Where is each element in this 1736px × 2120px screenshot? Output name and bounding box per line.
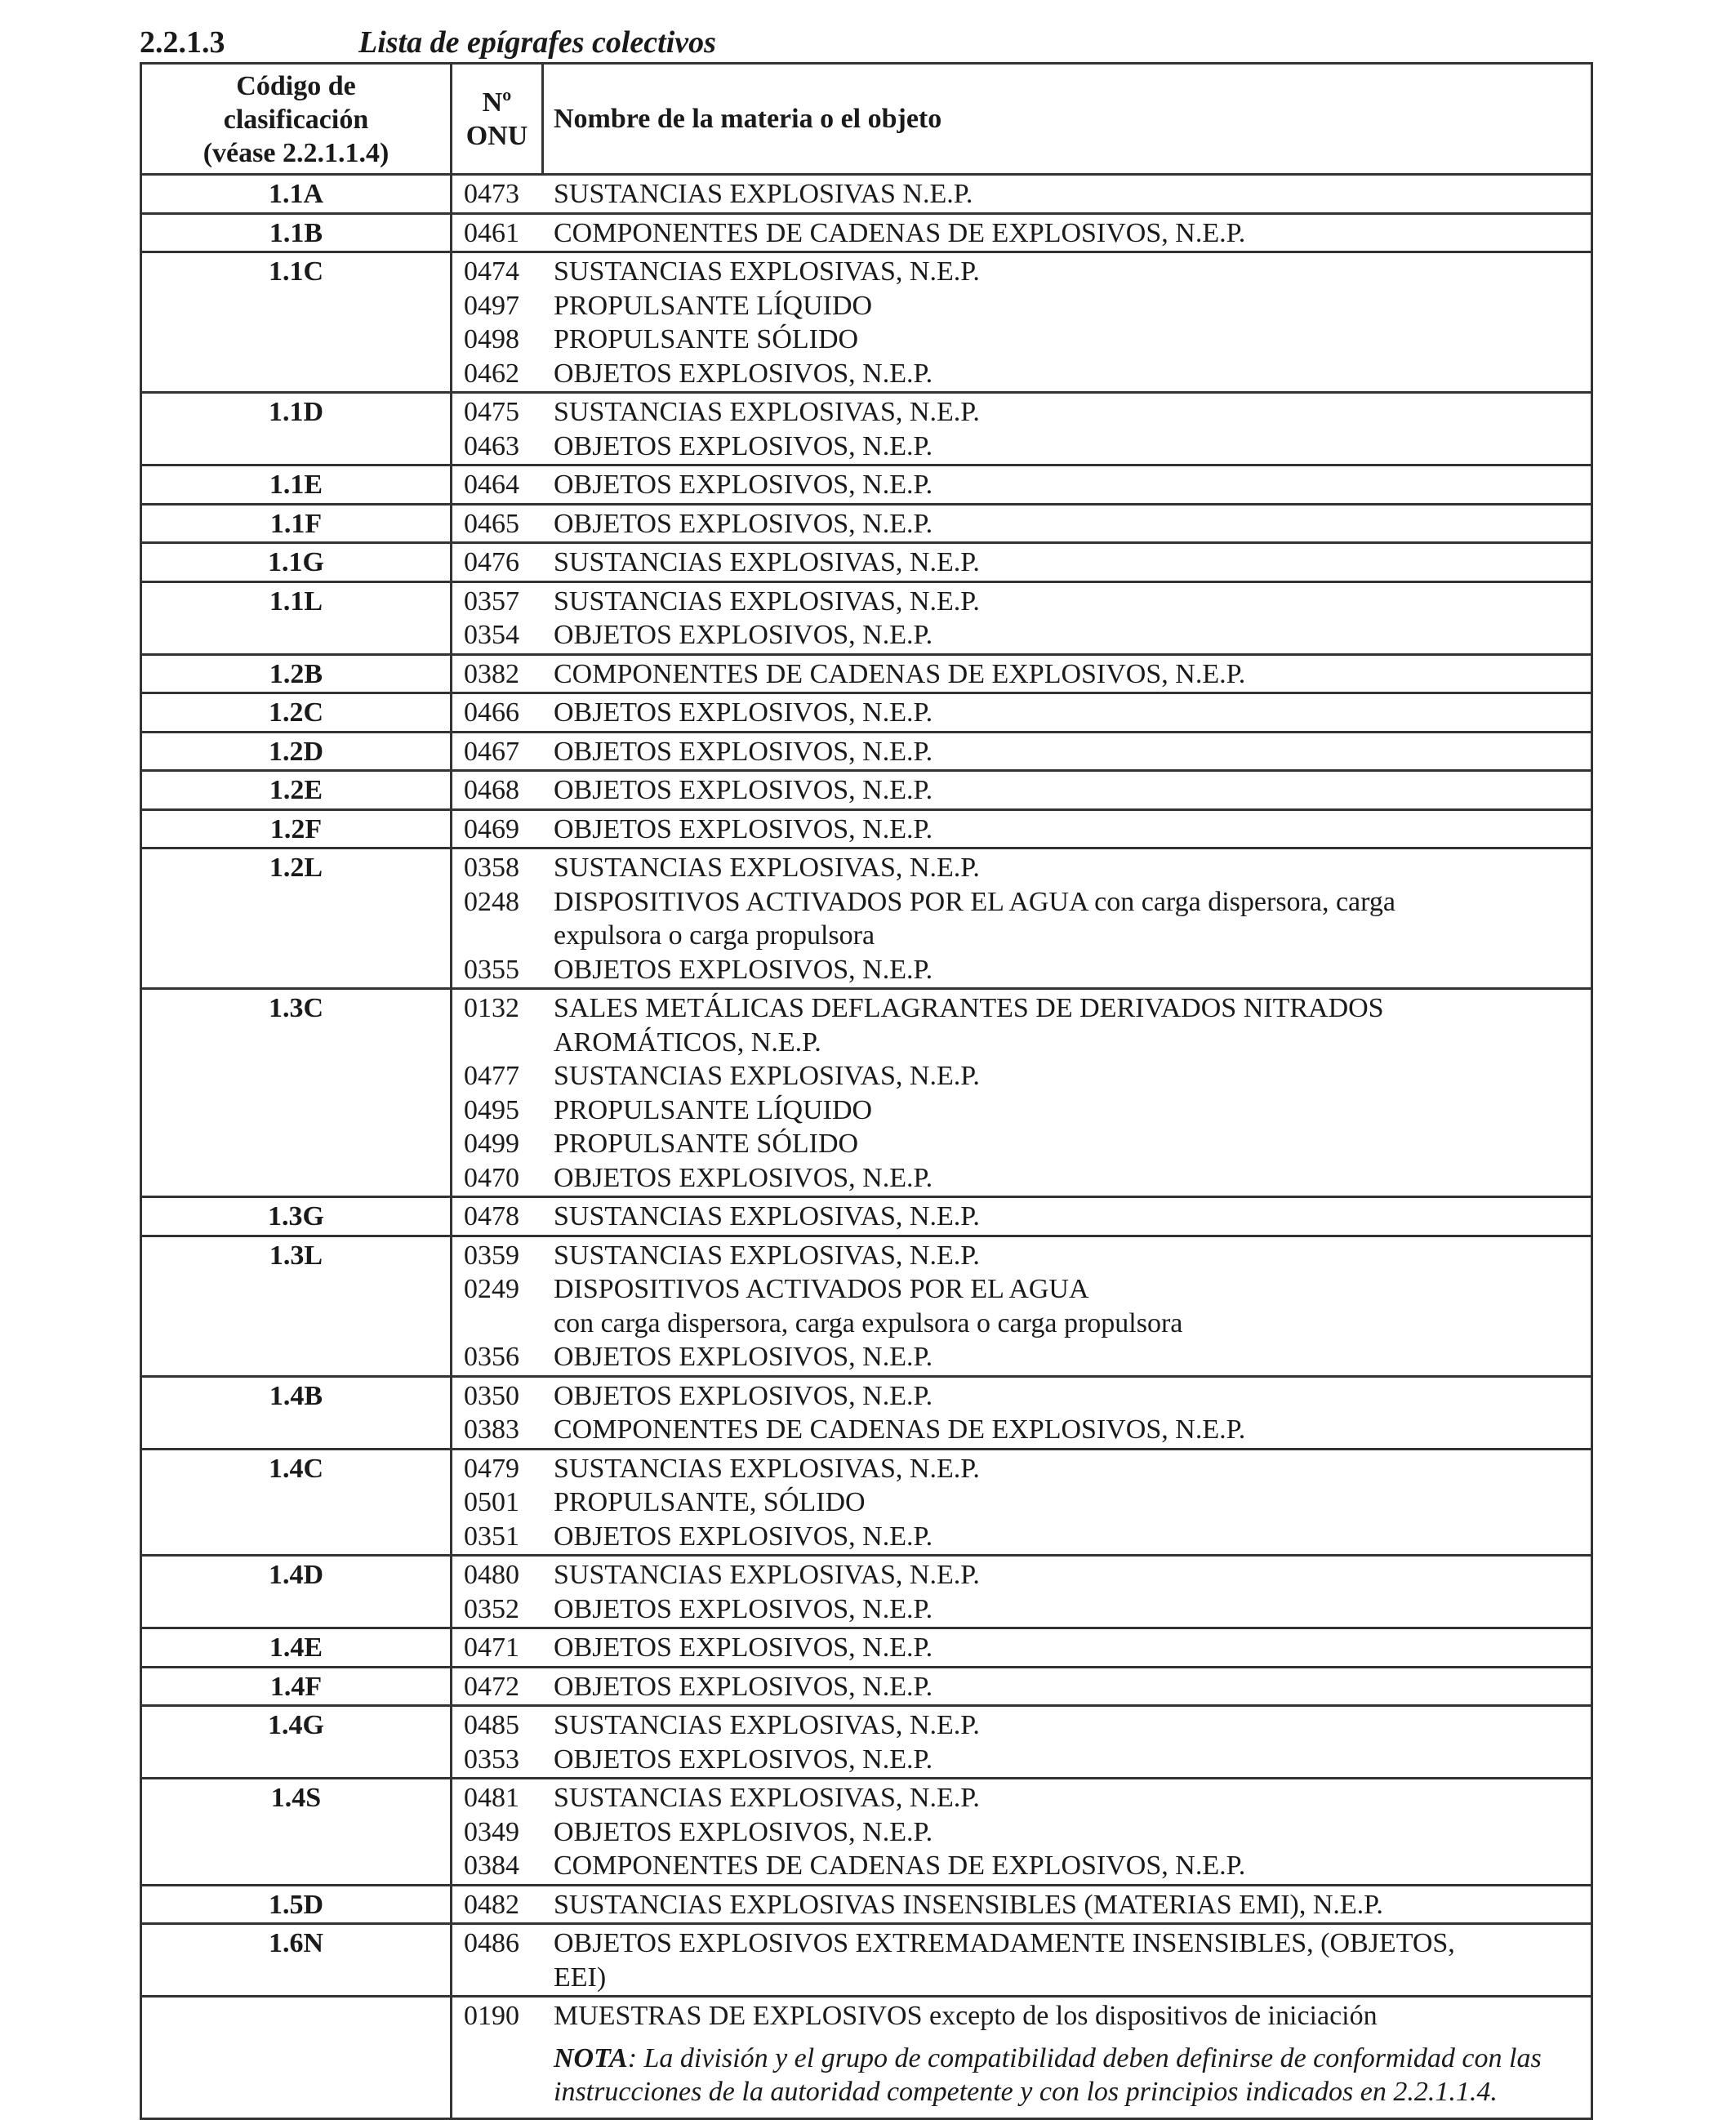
row-entries <box>452 1706 1592 1779</box>
entry <box>464 1485 1587 1520</box>
un-number: 0248 <box>464 886 519 917</box>
section-heading <box>140 23 716 62</box>
substance-name <box>554 1340 1587 1374</box>
header-onu-line: Nº <box>482 87 512 118</box>
substance-name <box>554 1708 1587 1743</box>
table-row <box>141 465 1592 505</box>
un-number: 0355 <box>464 954 519 985</box>
entry <box>464 885 1587 953</box>
substance-name <box>554 773 1587 808</box>
substance-name <box>554 618 1587 652</box>
entry <box>464 1815 1587 1850</box>
substance-name-line: OBJETOS EXPLOSIVOS, N.E.P. <box>554 1744 933 1775</box>
substance-name-line: SUSTANCIAS EXPLOSIVAS, N.E.P. <box>554 1240 980 1271</box>
substance-name <box>554 1059 1587 1093</box>
classification-code: 1.1E <box>141 465 452 505</box>
substance-name-line: SUSTANCIAS EXPLOSIVAS, N.E.P. <box>554 397 980 427</box>
entry <box>464 1127 1587 1161</box>
table-row <box>141 654 1592 693</box>
row-entries <box>452 1236 1592 1376</box>
classification-code: 1.6N <box>141 1924 452 1997</box>
un-number: 0190 <box>464 2001 519 2031</box>
substance-name <box>554 323 1587 357</box>
row-entries <box>452 1667 1592 1706</box>
substance-name-line: SUSTANCIAS EXPLOSIVAS, N.E.P. <box>554 256 980 287</box>
table-row <box>141 1885 1592 1924</box>
entry <box>464 1379 1587 1414</box>
entry <box>464 585 1587 619</box>
un-number: 0464 <box>464 470 519 500</box>
entry <box>464 468 1587 502</box>
un-number: 0467 <box>464 736 519 767</box>
entry <box>464 851 1587 885</box>
un-number: 0482 <box>464 1889 519 1920</box>
un-number: 0499 <box>464 1129 519 1159</box>
substance-name-line: OBJETOS EXPLOSIVOS, N.E.P. <box>554 697 933 728</box>
table-body <box>141 175 1592 2119</box>
table-row <box>141 1449 1592 1556</box>
un-number: 0461 <box>464 217 519 248</box>
collective-entries-table <box>140 62 1593 2120</box>
substance-name-line: AROMÁTICOS, N.E.P. <box>554 1027 821 1058</box>
section-title: Lista de epígrafes colectivos <box>358 25 716 60</box>
un-number: 0471 <box>464 1632 519 1663</box>
row-entries <box>452 1997 1592 2119</box>
entry <box>464 507 1587 541</box>
row-entries <box>452 1197 1592 1236</box>
substance-name <box>554 1093 1587 1128</box>
substance-name-line: OBJETOS EXPLOSIVOS, N.E.P. <box>554 1632 933 1663</box>
table-row <box>141 581 1592 654</box>
substance-name-line: OBJETOS EXPLOSIVOS, N.E.P. <box>554 1816 933 1847</box>
substance-name <box>554 1239 1587 1273</box>
substance-name-line: SUSTANCIAS EXPLOSIVAS INSENSIBLES (MATERIAS EMI), N.E.P. <box>554 1889 1383 1920</box>
row-entries <box>452 543 1592 582</box>
un-number: 0357 <box>464 586 519 617</box>
un-number: 0474 <box>464 256 519 287</box>
un-number: 0465 <box>464 508 519 539</box>
substance-name-line: SUSTANCIAS EXPLOSIVAS, N.E.P. <box>554 586 980 617</box>
table-row <box>141 1667 1592 1706</box>
substance-name <box>554 1849 1587 1883</box>
entry <box>464 657 1587 692</box>
substance-name <box>554 1631 1587 1665</box>
substance-name-line: PROPULSANTE SÓLIDO <box>554 1129 859 1159</box>
un-number: 0481 <box>464 1783 519 1813</box>
row-entries <box>452 732 1592 771</box>
classification-code: 1.4D <box>141 1556 452 1628</box>
row-entries <box>452 654 1592 693</box>
substance-name-line: OBJETOS EXPLOSIVOS, N.E.P. <box>554 954 933 985</box>
substance-name <box>554 1670 1587 1704</box>
un-number: 0497 <box>464 290 519 321</box>
entry <box>464 1926 1587 1994</box>
classification-code: 1.1G <box>141 543 452 582</box>
substance-name <box>554 1413 1587 1447</box>
table-row <box>141 1376 1592 1449</box>
classification-code: 1.3L <box>141 1236 452 1376</box>
substance-name <box>554 1161 1587 1196</box>
header-code-line: clasificación <box>223 105 369 135</box>
substance-name-line: COMPONENTES DE CADENAS DE EXPLOSIVOS, N.E.P. <box>554 658 1246 689</box>
un-number: 0350 <box>464 1380 519 1411</box>
section-number: 2.2.1.3 <box>140 25 225 60</box>
substance-name-line: OBJETOS EXPLOSIVOS, N.E.P. <box>554 1342 933 1372</box>
table-row <box>141 543 1592 582</box>
classification-code: 1.1D <box>141 393 452 465</box>
un-number: 0463 <box>464 430 519 461</box>
entry <box>464 357 1587 391</box>
un-number: 0383 <box>464 1414 519 1445</box>
entry <box>464 1059 1587 1093</box>
entry <box>464 1592 1587 1627</box>
entry <box>464 1161 1587 1196</box>
substance-name <box>554 1926 1587 1994</box>
table-row <box>141 693 1592 733</box>
substance-name <box>554 289 1587 323</box>
entry <box>464 1849 1587 1883</box>
row-entries <box>452 1628 1592 1668</box>
entry <box>464 1670 1587 1704</box>
header-onu-line: ONU <box>465 120 528 151</box>
un-number: 0249 <box>464 1274 519 1304</box>
substance-name <box>554 1781 1587 1815</box>
un-number: 0478 <box>464 1201 519 1231</box>
row-entries <box>452 504 1592 543</box>
entry <box>464 430 1587 464</box>
table-row <box>141 848 1592 989</box>
table-row <box>141 732 1592 771</box>
substance-name <box>554 430 1587 464</box>
classification-code: 1.4S <box>141 1779 452 1886</box>
row-entries <box>452 175 1592 214</box>
row-entries <box>452 848 1592 989</box>
substance-name-line: SUSTANCIAS EXPLOSIVAS, N.E.P. <box>554 1453 980 1484</box>
row-entries <box>452 581 1592 654</box>
entry <box>464 1520 1587 1554</box>
substance-name <box>554 851 1587 885</box>
classification-code: 1.1L <box>141 581 452 654</box>
entry <box>464 1558 1587 1592</box>
header-un-number <box>452 64 543 175</box>
un-number: 0354 <box>464 620 519 650</box>
row-entries <box>452 1556 1592 1628</box>
substance-name-line: DISPOSITIVOS ACTIVADOS POR EL AGUA con carga dispersora, carga <box>554 886 1395 917</box>
substance-name-line: SUSTANCIAS EXPLOSIVAS, N.E.P. <box>554 1560 980 1590</box>
un-number: 0359 <box>464 1240 519 1271</box>
substance-name <box>554 991 1587 1059</box>
un-number: 0470 <box>464 1162 519 1193</box>
row-entries <box>452 693 1592 733</box>
substance-name-line: PROPULSANTE SÓLIDO <box>554 324 859 354</box>
substance-name <box>554 1815 1587 1850</box>
substance-name <box>554 1888 1587 1922</box>
un-number: 0469 <box>464 813 519 844</box>
substance-name-line: SALES METÁLICAS DEFLAGRANTES DE DERIVADOS NITRADOS <box>554 993 1384 1023</box>
substance-name <box>554 1743 1587 1777</box>
substance-name <box>554 357 1587 391</box>
header-code-line: Código de <box>236 71 356 101</box>
table-row <box>141 1236 1592 1376</box>
substance-name-line: PROPULSANTE, SÓLIDO <box>554 1487 866 1517</box>
entry <box>464 323 1587 357</box>
un-number: 0472 <box>464 1671 519 1702</box>
substance-name <box>554 1592 1587 1627</box>
substance-name <box>554 696 1587 730</box>
entry <box>464 1999 1587 2033</box>
classification-code: 1.4G <box>141 1706 452 1779</box>
un-number: 0349 <box>464 1816 519 1847</box>
row-entries <box>452 1779 1592 1886</box>
substance-name <box>554 1558 1587 1592</box>
substance-name-line: OBJETOS EXPLOSIVOS EXTREMADAMENTE INSENSIBLES, (OBJETOS, <box>554 1928 1455 1958</box>
entry <box>464 1888 1587 1922</box>
un-number: 0352 <box>464 1593 519 1624</box>
un-number: 0480 <box>464 1560 519 1590</box>
substance-name <box>554 1379 1587 1414</box>
un-number: 0495 <box>464 1094 519 1125</box>
entry <box>464 177 1587 212</box>
entry <box>464 216 1587 251</box>
substance-name <box>554 1200 1587 1234</box>
row-entries <box>452 393 1592 465</box>
table-row <box>141 809 1592 848</box>
table-row <box>141 175 1592 214</box>
substance-name-line: OBJETOS EXPLOSIVOS, N.E.P. <box>554 508 933 539</box>
substance-name-line: OBJETOS EXPLOSIVOS, N.E.P. <box>554 1671 933 1702</box>
entry <box>464 1413 1587 1447</box>
note-label: NOTA <box>554 2042 628 2073</box>
substance-name-line: OBJETOS EXPLOSIVOS, N.E.P. <box>554 1162 933 1193</box>
substance-name-line: OBJETOS EXPLOSIVOS, N.E.P. <box>554 1521 933 1552</box>
table-row <box>141 213 1592 252</box>
substance-name-line: SUSTANCIAS EXPLOSIVAS, N.E.P. <box>554 1201 980 1231</box>
header-classification-code <box>141 64 452 175</box>
substance-name-line: OBJETOS EXPLOSIVOS, N.E.P. <box>554 470 933 500</box>
classification-code: 1.2L <box>141 848 452 989</box>
substance-name <box>554 585 1587 619</box>
substance-name-line: SUSTANCIAS EXPLOSIVAS, N.E.P. <box>554 1783 980 1813</box>
substance-name-line: PROPULSANTE LÍQUIDO <box>554 1094 873 1125</box>
substance-name-line: OBJETOS EXPLOSIVOS, N.E.P. <box>554 813 933 844</box>
classification-code: 1.3G <box>141 1197 452 1236</box>
substance-name <box>554 546 1587 580</box>
un-number: 0468 <box>464 775 519 805</box>
un-number: 0356 <box>464 1342 519 1372</box>
classification-code: 1.1A <box>141 175 452 214</box>
table-row <box>141 771 1592 810</box>
substance-name <box>554 1520 1587 1554</box>
un-number: 0358 <box>464 853 519 883</box>
entry <box>464 991 1587 1059</box>
row-entries <box>452 1885 1592 1924</box>
substance-name <box>554 885 1587 953</box>
substance-name <box>554 735 1587 769</box>
classification-code: 1.4E <box>141 1628 452 1668</box>
substance-name-line: OBJETOS EXPLOSIVOS, N.E.P. <box>554 430 933 461</box>
substance-name-line: COMPONENTES DE CADENAS DE EXPLOSIVOS, N.E.P. <box>554 1414 1246 1445</box>
entry <box>464 395 1587 430</box>
classification-code: 1.1F <box>141 504 452 543</box>
substance-name <box>554 255 1587 289</box>
note-line <box>554 2042 1587 2076</box>
un-number: 0479 <box>464 1453 519 1484</box>
un-number: 0353 <box>464 1744 519 1775</box>
entry <box>464 1452 1587 1486</box>
substance-name <box>554 1485 1587 1520</box>
substance-name-line: COMPONENTES DE CADENAS DE EXPLOSIVOS, N.E.P. <box>554 1851 1246 1881</box>
classification-code: 1.4F <box>141 1667 452 1706</box>
substance-name-line: EEI) <box>554 1962 607 1993</box>
un-number: 0462 <box>464 358 519 389</box>
table-row <box>141 1997 1592 2119</box>
entry <box>464 1272 1587 1340</box>
row-entries <box>452 809 1592 848</box>
classification-code: 1.2E <box>141 771 452 810</box>
classification-code: 1.1C <box>141 252 452 393</box>
substance-name-line: PROPULSANTE LÍQUIDO <box>554 290 873 321</box>
substance-name <box>554 177 1587 212</box>
entry <box>464 1781 1587 1815</box>
substance-name-line: OBJETOS EXPLOSIVOS, N.E.P. <box>554 1380 933 1411</box>
substance-name-line: con carga dispersora, carga expulsora o carga propulsora <box>554 1307 1183 1338</box>
table-row <box>141 393 1592 465</box>
substance-name <box>554 657 1587 692</box>
substance-name <box>554 468 1587 502</box>
table-row <box>141 1556 1592 1628</box>
entry <box>464 618 1587 652</box>
un-number: 0485 <box>464 1710 519 1740</box>
substance-name <box>554 1999 1587 2033</box>
substance-name-line: COMPONENTES DE CADENAS DE EXPLOSIVOS, N.E.P. <box>554 217 1246 248</box>
substance-name-line: OBJETOS EXPLOSIVOS, N.E.P. <box>554 736 933 767</box>
substance-name <box>554 216 1587 251</box>
un-number: 0498 <box>464 324 519 354</box>
substance-name-line: SUSTANCIAS EXPLOSIVAS N.E.P. <box>554 179 973 209</box>
un-number: 0475 <box>464 397 519 427</box>
table-row <box>141 1706 1592 1779</box>
un-number: 0384 <box>464 1851 519 1881</box>
un-number: 0382 <box>464 658 519 689</box>
table-row <box>141 1628 1592 1668</box>
table-row <box>141 1197 1592 1236</box>
substance-name <box>554 953 1587 987</box>
entry <box>464 1631 1587 1665</box>
un-number: 0466 <box>464 697 519 728</box>
entry <box>464 1239 1587 1273</box>
entry <box>464 1093 1587 1128</box>
substance-name-line: SUSTANCIAS EXPLOSIVAS, N.E.P. <box>554 1061 980 1091</box>
un-number: 0473 <box>464 179 519 209</box>
row-entries <box>452 989 1592 1197</box>
substance-name-line: OBJETOS EXPLOSIVOS, N.E.P. <box>554 620 933 650</box>
table-row <box>141 1924 1592 1997</box>
classification-code: 1.4B <box>141 1376 452 1449</box>
substance-name <box>554 1127 1587 1161</box>
entry <box>464 1743 1587 1777</box>
classification-code: 1.2C <box>141 693 452 733</box>
entry <box>464 696 1587 730</box>
substance-name-line: OBJETOS EXPLOSIVOS, N.E.P. <box>554 1593 933 1624</box>
substance-name-line: SUSTANCIAS EXPLOSIVAS, N.E.P. <box>554 853 980 883</box>
row-entries <box>452 1376 1592 1449</box>
un-number: 0351 <box>464 1521 519 1552</box>
table-row <box>141 989 1592 1197</box>
entry <box>464 1340 1587 1374</box>
classification-code: 1.3C <box>141 989 452 1197</box>
classification-code: 1.5D <box>141 1885 452 1924</box>
entry <box>464 1708 1587 1743</box>
substance-name <box>554 1272 1587 1340</box>
table-row <box>141 252 1592 393</box>
entry <box>464 953 1587 987</box>
note <box>554 2042 1587 2109</box>
entry <box>464 773 1587 808</box>
classification-code: 1.2B <box>141 654 452 693</box>
substance-name-line: DISPOSITIVOS ACTIVADOS POR EL AGUA <box>554 1274 1089 1304</box>
substance-name-line: SUSTANCIAS EXPLOSIVAS, N.E.P. <box>554 1710 980 1740</box>
header-substance-name: Nombre de la materia o el objeto <box>543 64 1592 175</box>
row-entries <box>452 213 1592 252</box>
entry <box>464 813 1587 847</box>
un-number: 0501 <box>464 1487 519 1517</box>
un-number: 0477 <box>464 1061 519 1091</box>
classification-code <box>141 1997 452 2119</box>
row-entries <box>452 1924 1592 1997</box>
header-code-line: (véase 2.2.1.1.4) <box>203 138 389 168</box>
note-text: : La división y el grupo de compatibilidad deben definirse de conformidad con las <box>627 2042 1542 2073</box>
substance-name <box>554 813 1587 847</box>
un-number: 0132 <box>464 993 519 1023</box>
substance-name-line: OBJETOS EXPLOSIVOS, N.E.P. <box>554 358 933 389</box>
substance-name-line: MUESTRAS DE EXPLOSIVOS excepto de los dispositivos de iniciación <box>554 2001 1378 2031</box>
classification-code: 1.2D <box>141 732 452 771</box>
un-number: 0476 <box>464 547 519 577</box>
substance-name-line: SUSTANCIAS EXPLOSIVAS, N.E.P. <box>554 547 980 577</box>
un-number: 0486 <box>464 1928 519 1958</box>
substance-name-line: expulsora o carga propulsora <box>554 920 875 951</box>
row-entries <box>452 465 1592 505</box>
table-row <box>141 1779 1592 1886</box>
note-line: instrucciones de la autoridad competente y con los principios indicados en 2.2.1.1.4. <box>554 2077 1498 2107</box>
row-entries <box>452 771 1592 810</box>
substance-name-line: OBJETOS EXPLOSIVOS, N.E.P. <box>554 775 933 805</box>
table-row <box>141 504 1592 543</box>
entry <box>464 546 1587 580</box>
row-entries <box>452 1449 1592 1556</box>
classification-code: 1.2F <box>141 809 452 848</box>
classification-code: 1.1B <box>141 213 452 252</box>
entry <box>464 735 1587 769</box>
row-entries <box>452 252 1592 393</box>
table-header-row <box>141 64 1592 175</box>
substance-name <box>554 507 1587 541</box>
entry <box>464 1200 1587 1234</box>
classification-code: 1.4C <box>141 1449 452 1556</box>
entry <box>464 255 1587 289</box>
substance-name <box>554 1452 1587 1486</box>
entry <box>464 289 1587 323</box>
substance-name <box>554 395 1587 430</box>
